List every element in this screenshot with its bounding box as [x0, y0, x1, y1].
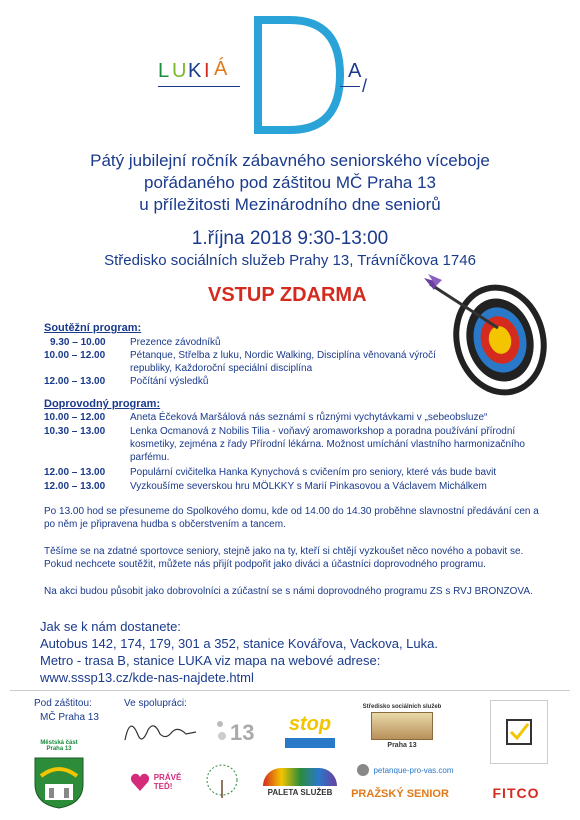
- logo-slash: /: [362, 76, 369, 96]
- activity: Počítání výsledků: [130, 376, 209, 387]
- stop-text: stop: [288, 712, 332, 735]
- event-logo: [150, 10, 410, 140]
- signature-icon: [120, 710, 200, 750]
- signature-logo: [120, 710, 200, 750]
- fitco-text: FITCO: [492, 785, 540, 801]
- prazsky-senior-logo: [350, 786, 450, 802]
- heading-line-3: u příležitosti Mezinárodního dne seniorů: [139, 195, 441, 214]
- crest-caption: Městská část Praha 13: [40, 740, 78, 752]
- prazsky-senior-text: PRAŽSKÝ SENIOR: [351, 788, 449, 800]
- time: 10.30 – 13.00: [44, 426, 106, 437]
- logo-letter-a: A: [348, 60, 363, 82]
- logo-letter-k: K: [188, 60, 203, 82]
- directions-bus: Autobus 142, 174, 179, 301 a 352, stanice Kovářova, Vackova, Luka.: [40, 636, 438, 651]
- directions-title: Jak se k nám dostanete:: [40, 619, 181, 634]
- ted-text: TEĎ!: [153, 782, 173, 791]
- petanque-text: petanque-pro-vas.com: [373, 765, 454, 775]
- checkbox-poster-logo: [490, 700, 548, 764]
- time: 12.00 – 13.00: [44, 481, 106, 492]
- paragraph-invitation: Těšíme se na zdatné sportovce seniory, stejně jako na ty, kteří si chtějí vyzkoušet něco nového a pobavit se. Pokud nechcete soutěžit, můžete nás přijít podpořit jako diváci a účastníci doprovodného programu.: [44, 546, 524, 570]
- prave-ted-logo: [124, 765, 186, 799]
- logo-letter-l: L: [158, 60, 171, 82]
- sss-building-image: [371, 712, 433, 740]
- logo-letter-i: I: [204, 60, 211, 82]
- activity: Vyzkoušíme severskou hru MÖLKKY s Marií Pinkasovou a Václavem Michálkem: [130, 481, 487, 492]
- activity: Lenka Ocmanová z Nobilis Tilia - voňavý aromaworkshop a poradna používání přírodní kosmetiky, zejména z řady Přírodní lékárna. Možnost umíchání vlastního harmonizačního parfému.: [130, 426, 525, 463]
- competition-title: Soutěžní program:: [44, 322, 142, 334]
- prave-text: PRÁVĚ: [153, 773, 182, 782]
- free-entry-banner: VSTUP ZDARMA: [208, 284, 367, 306]
- time: 10.00 – 12.00: [44, 412, 106, 423]
- partners-label: Ve spolupráci:: [124, 698, 187, 709]
- side-row-4: [44, 480, 544, 493]
- paleta-text: PALETA SLUŽEB: [267, 787, 333, 797]
- sss-caption: Středisko sociálních služeb: [362, 703, 442, 710]
- side-row-2: [44, 425, 544, 464]
- praha13-crest: [24, 740, 94, 818]
- event-venue: Středisko sociálních služeb Prahy 13, Trávníčkova 1746: [104, 252, 476, 269]
- logo-letter-a-acute: Á: [214, 58, 229, 80]
- logo-13: [210, 712, 266, 748]
- time: 12.00 – 13.00: [44, 376, 106, 387]
- svg-text:13: 13: [230, 720, 255, 745]
- patron-label: Pod záštitou:: [34, 698, 92, 709]
- side-program-title: Doprovodný program:: [44, 398, 161, 410]
- footer-divider: [10, 690, 570, 691]
- heart-icon: [129, 771, 151, 793]
- logo-letter-u: U: [172, 60, 188, 82]
- event-date: 1.října 2018 9:30-13:00: [191, 228, 389, 249]
- paragraph-volunteers: Na akci budou působit jako dobrovolníci a zúčastní se s námi doprovodného programu ZS s RVJ BRONZOVA.: [44, 586, 533, 597]
- logo-d-shape: [250, 10, 350, 140]
- patron-name: MČ Praha 13: [40, 712, 99, 723]
- nobilis-tilia-logo: [200, 760, 244, 804]
- side-row-1: [44, 411, 544, 424]
- time: 12.00 – 13.00: [44, 467, 106, 478]
- tree-icon: [202, 762, 242, 802]
- paragraph-ceremony: Po 13.00 hod se přesuneme do Spolkového domu, kde od 14.00 do 14.30 proběhne slavnostní předávání cen a po něm je připravena hudba s občerstvením a tancem.: [44, 506, 539, 530]
- directions-url-link[interactable]: www.sssp13.cz/kde-nas-najdete.html: [40, 670, 254, 685]
- sss-praha13-logo: [360, 700, 444, 752]
- activity: Populární cvičitelka Hanka Kynychová s cvičením pro seniory, které vás bude bavit: [130, 467, 497, 478]
- paleta-rainbow: [263, 768, 337, 786]
- stop-logo: [278, 708, 342, 752]
- side-row-3: [44, 466, 544, 479]
- directions-metro: Metro - trasa B, stanice LUKA viz mapa na webové adrese:: [40, 653, 381, 668]
- logo-underline-right: [340, 86, 360, 87]
- paleta-sluzeb-logo: [258, 762, 342, 802]
- fitco-logo: [486, 782, 546, 804]
- number-13-icon: [210, 712, 266, 748]
- logo-underline: [158, 86, 240, 87]
- activity: Pétanque, Střelba z luku, Nordic Walking, Disciplína věnovaná výročí republiky, Každoroční speciální disciplína: [130, 350, 436, 374]
- time: 10.00 – 12.00: [44, 350, 106, 361]
- petanque-ball-icon: [356, 763, 370, 777]
- activity: Aneta Éčeková Maršálová nás seznámí s různými vychytávkami v „sebeobsluze“: [130, 412, 488, 423]
- heading-line-1: Pátý jubilejní ročník zábavného seniorského víceboje: [90, 151, 490, 170]
- checkbox-icon: [504, 717, 534, 747]
- competition-row-2: [44, 349, 484, 375]
- heading-line-2: pořádaného pod záštitou MČ Praha 13: [143, 173, 437, 192]
- competition-row-3: [44, 375, 484, 388]
- sss-city: Praha 13: [387, 741, 417, 749]
- activity: Prezence závodníků: [130, 337, 221, 348]
- petanque-logo: [350, 760, 460, 780]
- time: 9.30 – 10.00: [50, 337, 106, 348]
- stop-bar: [285, 738, 335, 748]
- competition-row-1: [50, 336, 490, 349]
- crest-shield-icon: [31, 754, 87, 810]
